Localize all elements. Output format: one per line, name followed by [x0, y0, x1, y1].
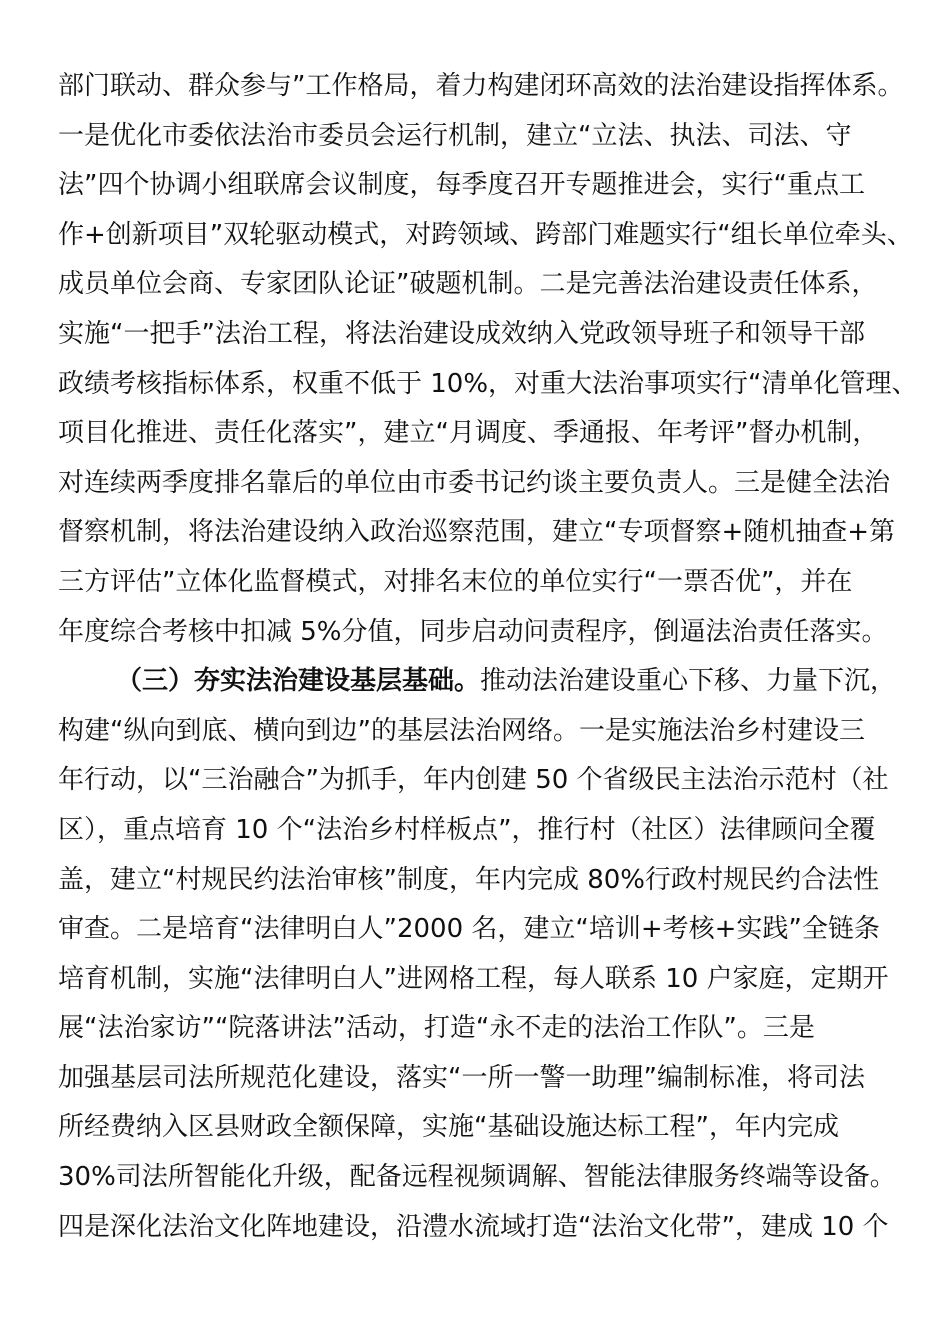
text-line: 三方评估”立体化监督模式，对排名末位的单位实行“一票否优”，并在	[58, 566, 853, 597]
text-line: 成员单位会商、专家团队论证”破题机制。二是完善法治建设责任体系，	[58, 269, 878, 300]
text-line: 法”四个协调小组联席会议制度，每季度召开专题推进会，实行“重点工	[58, 170, 865, 201]
text-line: 项目化推进、责任化落实”，建立“月调度、季通报、年考评”督办机制，	[58, 418, 879, 449]
text-line: 培育机制，实施“法律明白人”进网格工程，每人联系 10 户家庭，定期开	[58, 963, 889, 994]
body-text	[58, 62, 918, 1252]
text-line: 区），重点培育 10 个“法治乡村样板点”，推行村（社区）法律顾问全覆	[58, 814, 876, 845]
text-line: 对连续两季度排名靠后的单位由市委书记约谈主要负责人。三是健全法治	[58, 467, 891, 498]
text-line: 展“法治家访”“院落讲法”活动，打造“永不走的法治工作队”。三是	[58, 1013, 815, 1044]
text-line: 审查。二是培育“法律明白人”2000 名，建立“培训+考核+实践”全链条	[58, 914, 880, 945]
section-3-heading: （三）夯实法治建设基层基础。	[116, 666, 481, 697]
text-line: 部门联动、群众参与”工作格局，着力构建闭环高效的法治建设指挥体系。	[58, 71, 904, 101]
text-line: 所经费纳入区县财政全额保障，实施“基础设施达标工程”，年内完成	[58, 1112, 839, 1143]
text-line: 年度综合考核中扣减 5%分值，同步启动问责程序，倒逼法治责任落实。	[58, 616, 888, 647]
text-line: 实施“一把手”法治工程，将法治建设成效纳入党政领导班子和领导干部	[58, 318, 865, 349]
text-line: 政绩考核指标体系，权重不低于 10%，对重大法治事项实行“清单化管理、	[58, 368, 918, 399]
section-3-first-line-text: 推动法治建设重心下移、力量下沉，	[480, 666, 897, 697]
text-line: 作+创新项目”双轮驱动模式，对跨领域、跨部门难题实行“组长单位牵头、	[58, 219, 913, 250]
text-line: 督察机制，将法治建设纳入政治巡察范围，建立“专项督察+随机抽查+第	[58, 517, 896, 548]
text-line: 一是优化市委依法治市委员会运行机制，建立“立法、执法、司法、守	[58, 120, 852, 151]
text-line: 四是深化法治文化阵地建设，沿澧水流域打造“法治文化带”，建成 10 个	[58, 1211, 889, 1242]
text-line: 年行动，以“三治融合”为抓手，年内创建 50 个省级民主法治示范村（社	[58, 765, 889, 796]
text-line: 盖，建立“村规民约法治审核”制度，年内完成 80%行政村规民约合法性	[58, 864, 879, 895]
text-line: 30%司法所智能化升级，配备远程视频调解、智能法律服务终端等设备。	[58, 1162, 896, 1193]
section-3-first-line	[58, 657, 897, 707]
text-line: 构建“纵向到底、横向到边”的基层法治网络。一是实施法治乡村建设三	[58, 715, 865, 746]
text-line: 加强基层司法所规范化建设，落实“一所一警一助理”编制标准，将司法	[58, 1062, 865, 1093]
